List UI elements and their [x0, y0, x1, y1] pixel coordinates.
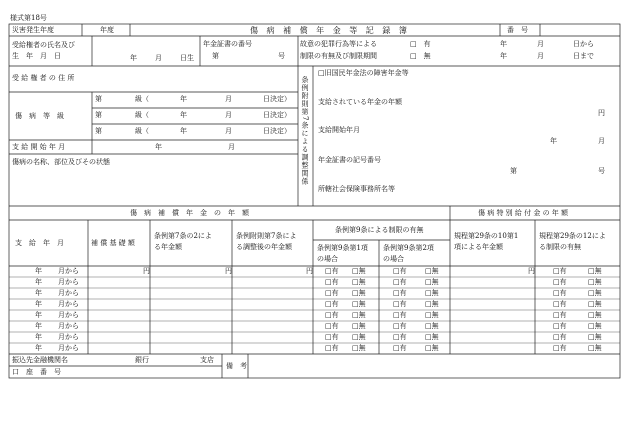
limit-b-no-checkbox[interactable]: □無 — [425, 267, 439, 275]
disaster-year-label: 災害発生年度 — [12, 26, 54, 34]
col-limit-a-header-2: の場合 — [317, 255, 338, 263]
cert-dai: 第 — [212, 52, 219, 60]
crime-to-day: 日まで — [573, 52, 594, 60]
limit-a-no-checkbox[interactable]: □無 — [352, 322, 366, 330]
grade-year: 年 — [180, 95, 187, 103]
row-month: 月から — [58, 300, 79, 308]
limit-29-12-yes-checkbox[interactable]: □有 — [553, 344, 567, 352]
limit-a-no-checkbox[interactable]: □無 — [352, 311, 366, 319]
col-limit-b-header-2: の場合 — [383, 255, 404, 263]
crime-label-1: 故意の犯罪行為等による — [300, 40, 377, 48]
limit-29-12-yes-checkbox[interactable]: □有 — [553, 289, 567, 297]
grade-dai: 第 — [95, 95, 102, 103]
injury-label: 傷病の名称、部位及びその状態 — [12, 158, 110, 166]
limit-29-12-no-checkbox[interactable]: □無 — [588, 333, 602, 341]
limit-a-no-checkbox[interactable]: □無 — [352, 267, 366, 275]
limit-a-yes-checkbox[interactable]: □有 — [325, 278, 339, 286]
name-label-2: 生 年 月 日 — [12, 52, 61, 60]
grade-year: 年 — [180, 111, 187, 119]
annual-amount-yen: 円 — [598, 109, 605, 117]
limit-a-yes-checkbox[interactable]: □有 — [325, 267, 339, 275]
col3-yen: 円 — [306, 267, 313, 275]
remarks-label: 備 考 — [226, 362, 247, 370]
crime-to-month: 月 — [537, 52, 544, 60]
limit-b-yes-checkbox[interactable]: □有 — [393, 322, 407, 330]
col-base-header: 補 償 基 礎 額 — [91, 239, 135, 247]
limit-b-no-checkbox[interactable]: □無 — [425, 278, 439, 286]
limit-b-no-checkbox[interactable]: □無 — [425, 344, 439, 352]
limit-b-no-checkbox[interactable]: □無 — [425, 333, 439, 341]
grade-month: 月 — [225, 95, 232, 103]
row-year: 年 — [35, 344, 42, 352]
limit-b-yes-checkbox[interactable]: □有 — [393, 333, 407, 341]
adj-start-month: 月 — [598, 137, 605, 145]
row-year: 年 — [35, 311, 42, 319]
name-label-1: 受給権者の氏名及び — [12, 41, 75, 49]
limit-b-yes-checkbox[interactable]: □有 — [393, 300, 407, 308]
limit-a-yes-checkbox[interactable]: □有 — [325, 322, 339, 330]
grade-year: 年 — [180, 127, 187, 135]
bank-label: 振込先金融機関名 — [12, 356, 68, 364]
limit-29-12-yes-checkbox[interactable]: □有 — [553, 267, 567, 275]
col-limit-header: 条例第9条による制限の有無 — [335, 226, 424, 234]
col-3-header-2: る調整後の年金額 — [236, 243, 292, 251]
year-unit: 年度 — [100, 26, 114, 34]
limit-29-12-yes-checkbox[interactable]: □有 — [553, 311, 567, 319]
crime-no-checkbox[interactable]: □ 無 — [410, 52, 431, 60]
base-yen: 円 — [143, 267, 150, 275]
limit-b-yes-checkbox[interactable]: □有 — [393, 344, 407, 352]
limit-29-12-no-checkbox[interactable]: □無 — [588, 278, 602, 286]
row-year: 年 — [35, 267, 42, 275]
limit-a-no-checkbox[interactable]: □無 — [352, 278, 366, 286]
dob-day: 日生 — [180, 54, 194, 62]
limit-b-yes-checkbox[interactable]: □有 — [393, 289, 407, 297]
row-month: 月から — [58, 311, 79, 319]
col-2-header-2: る年金額 — [154, 243, 182, 251]
limit-b-yes-checkbox[interactable]: □有 — [393, 267, 407, 275]
limit-b-no-checkbox[interactable]: □無 — [425, 322, 439, 330]
col-limit-a-header-1: 条例第9条第1項 — [317, 244, 368, 252]
adj-cert-dai: 第 — [510, 167, 517, 175]
limit-29-12-no-checkbox[interactable]: □無 — [588, 311, 602, 319]
row-month: 月から — [58, 267, 79, 275]
form-number: 様式第18号 — [10, 14, 47, 22]
branch-suffix: 支店 — [200, 356, 214, 364]
col-2-header-1: 条例第7条の2によ — [154, 232, 212, 240]
limit-a-yes-checkbox[interactable]: □有 — [325, 344, 339, 352]
cert-go: 号 — [278, 52, 285, 60]
limit-29-12-no-checkbox[interactable]: □無 — [588, 300, 602, 308]
start-year: 年 — [155, 143, 162, 151]
limit-b-no-checkbox[interactable]: □無 — [425, 300, 439, 308]
limit-29-12-yes-checkbox[interactable]: □有 — [553, 278, 567, 286]
limit-a-no-checkbox[interactable]: □無 — [352, 333, 366, 341]
limit-29-12-no-checkbox[interactable]: □無 — [588, 267, 602, 275]
limit-a-no-checkbox[interactable]: □無 — [352, 289, 366, 297]
group2-title: 傷 病 特 別 給 付 金 の 年 額 — [478, 209, 569, 217]
dob-year: 年 — [130, 54, 137, 62]
col-3-header-1: 条例附則第7条によ — [236, 232, 297, 240]
limit-29-12-yes-checkbox[interactable]: □有 — [553, 333, 567, 341]
grade-kyu: 級（ — [135, 127, 149, 135]
col-month-header: 支 給 年 月 — [15, 239, 64, 247]
limit-a-yes-checkbox[interactable]: □有 — [325, 300, 339, 308]
address-label: 受 給 権 者 の 住 所 — [12, 74, 75, 82]
col-29-12-header-2: る制限の有無 — [539, 243, 581, 251]
annual-amount-label: 支給されている年金の年額 — [318, 98, 402, 106]
grade-month: 月 — [225, 111, 232, 119]
crime-label-2: 制限の有無及び制限期間 — [300, 52, 377, 60]
limit-29-12-yes-checkbox[interactable]: □有 — [553, 300, 567, 308]
limit-a-yes-checkbox[interactable]: □有 — [325, 311, 339, 319]
crime-to-year: 年 — [500, 52, 507, 60]
crime-yes-checkbox[interactable]: □ 有 — [410, 40, 431, 48]
crime-from-year: 年 — [500, 40, 507, 48]
grade-decided: 日決定） — [263, 111, 291, 119]
col-29-10-header-2: 項による年金額 — [454, 243, 503, 251]
start-month: 月 — [228, 143, 235, 151]
row-year: 年 — [35, 278, 42, 286]
limit-a-no-checkbox[interactable]: □無 — [352, 300, 366, 308]
grade-dai: 第 — [95, 127, 102, 135]
col-29-10-header-1: 規程第29条の10第1 — [454, 232, 519, 240]
adj-start-label: 支給開始年月 — [318, 126, 360, 134]
crime-from-month: 月 — [537, 40, 544, 48]
grade-dai: 第 — [95, 111, 102, 119]
grade-kyu: 級（ — [135, 95, 149, 103]
limit-b-no-checkbox[interactable]: □無 — [425, 289, 439, 297]
row-year: 年 — [35, 322, 42, 330]
row-month: 月から — [58, 344, 79, 352]
grade-month: 月 — [225, 127, 232, 135]
col-29-12-header-1: 規程第29条の12によ — [539, 232, 606, 240]
row-year: 年 — [35, 300, 42, 308]
grade-decided: 日決定） — [263, 95, 291, 103]
grade-kyu: 級（ — [135, 111, 149, 119]
form-title: 傷 病 補 償 年 金 等 記 録 簿 — [250, 26, 410, 35]
adj-start-year: 年 — [550, 137, 557, 145]
dob-month: 月 — [155, 54, 162, 62]
row-month: 月から — [58, 333, 79, 341]
limit-29-12-no-checkbox[interactable]: □無 — [588, 322, 602, 330]
col29-10-yen: 円 — [528, 267, 535, 275]
adjustment-vertical-label: 条例附則第7条による調整関係 — [301, 76, 309, 186]
office-label: 所轄社会保険事務所名等 — [318, 185, 395, 193]
limit-a-yes-checkbox[interactable]: □有 — [325, 289, 339, 297]
limit-b-yes-checkbox[interactable]: □有 — [393, 278, 407, 286]
limit-a-yes-checkbox[interactable]: □有 — [325, 333, 339, 341]
row-year: 年 — [35, 333, 42, 341]
limit-b-yes-checkbox[interactable]: □有 — [393, 311, 407, 319]
adj-cert-label: 年金証書の記号番号 — [318, 156, 381, 164]
adj-cert-go: 号 — [598, 167, 605, 175]
account-label: 口 座 番 号 — [12, 368, 61, 376]
pension-type-checkbox[interactable]: □旧国民年金法の障害年金等 — [318, 69, 409, 77]
row-year: 年 — [35, 289, 42, 297]
limit-29-12-no-checkbox[interactable]: □無 — [588, 289, 602, 297]
col-limit-b-header-1: 条例第9条第2項 — [383, 244, 434, 252]
limit-29-12-no-checkbox[interactable]: □無 — [588, 344, 602, 352]
row-month: 月から — [58, 322, 79, 330]
limit-29-12-yes-checkbox[interactable]: □有 — [553, 322, 567, 330]
grade-label: 傷 病 等 級 — [15, 112, 64, 120]
start-label: 支 給 開 始 年 月 — [12, 143, 66, 151]
cert-label: 年金証書の番号 — [203, 40, 252, 48]
col2-yen: 円 — [225, 267, 232, 275]
number-label: 番 号 — [507, 26, 528, 34]
grade-decided: 日決定） — [263, 127, 291, 135]
limit-a-no-checkbox[interactable]: □無 — [352, 344, 366, 352]
crime-from-day: 日から — [573, 40, 594, 48]
limit-b-no-checkbox[interactable]: □無 — [425, 311, 439, 319]
bank-suffix: 銀行 — [135, 356, 149, 364]
row-month: 月から — [58, 278, 79, 286]
row-month: 月から — [58, 289, 79, 297]
group1-title: 傷 病 補 償 年 金 の 年 額 — [130, 209, 249, 217]
